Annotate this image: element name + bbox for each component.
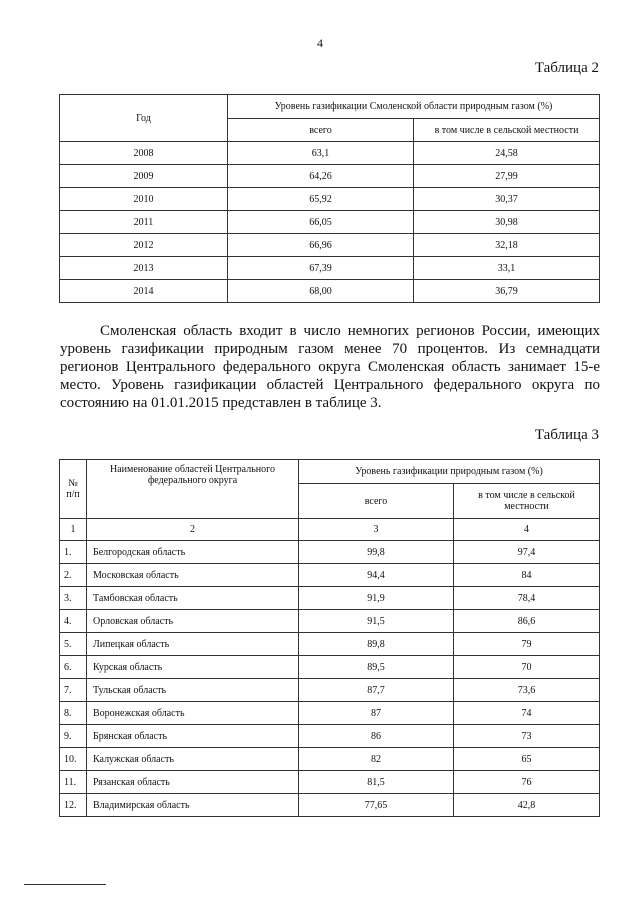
year-cell: 2013 [60,257,228,280]
table2-caption: Таблица 2 [534,60,599,76]
table-row [60,211,600,234]
body-paragraph: Смоленская область входит в число немногих регионов России, имеющих уровень газификации природным газом менее 70 процентов. Из семнадцати регионов Центрального федерального округа Смоленская область занимает 15-е место. Уровень газификации областей Центрального федерального округа по состоянию на 01.01.2015 представлен в таблице 3. [60,323,600,411]
footnote-rule [24,884,106,885]
total-cell: 65,92 [228,188,414,211]
row-number-cell: 6. [60,656,87,679]
rural-cell: 76 [454,771,600,794]
total-cell: 82 [299,748,454,771]
rural-cell: 36,79 [414,280,600,303]
table3-header-num: № п/п [60,460,87,519]
table-row [60,725,600,748]
table2-header-rural: в том числе в сельской местности [414,119,600,142]
rural-cell: 33,1 [414,257,600,280]
total-cell: 63,1 [228,142,414,165]
rural-cell: 24,58 [414,142,600,165]
table-row [60,610,600,633]
year-cell: 2014 [60,280,228,303]
table3-body [60,460,600,817]
total-cell: 77,65 [299,794,454,817]
total-cell: 64,26 [228,165,414,188]
table3-header-name: Наименование областей Центрального федерального округа [87,460,299,519]
table-row [60,587,600,610]
rural-cell: 30,98 [414,211,600,234]
region-name-cell: Тульская область [87,679,299,702]
region-name-cell: Московская область [87,564,299,587]
table2-header-total: всего [228,119,414,142]
row-number-cell: 8. [60,702,87,725]
table-row [60,564,600,587]
region-name-cell: Тамбовская область [87,587,299,610]
region-name-cell: Орловская область [87,610,299,633]
total-cell: 66,05 [228,211,414,234]
table-row [60,679,600,702]
table-row [60,188,600,211]
rural-cell: 97,4 [454,541,600,564]
table2-header-year: Год [60,95,228,142]
region-name-cell: Владимирская область [87,794,299,817]
year-cell: 2009 [60,165,228,188]
table-row [60,771,600,794]
region-name-cell: Белгородская область [87,541,299,564]
table3-caption: Таблица 3 [534,427,599,443]
rural-cell: 27,99 [414,165,600,188]
total-cell: 66,96 [228,234,414,257]
row-number-cell: 1. [60,541,87,564]
row-number-cell: 10. [60,748,87,771]
row-number-cell: 7. [60,679,87,702]
rural-cell: 73 [454,725,600,748]
total-cell: 87 [299,702,454,725]
region-name-cell: Рязанская область [87,771,299,794]
rural-cell: 79 [454,633,600,656]
total-cell: 87,7 [299,679,454,702]
rural-cell: 86,6 [454,610,600,633]
rural-cell: 78,4 [454,587,600,610]
table3-colnum-4: 4 [454,519,600,541]
table2-body [60,95,600,303]
year-cell: 2010 [60,188,228,211]
table-row [60,794,600,817]
rural-cell: 32,18 [414,234,600,257]
row-number-cell: 5. [60,633,87,656]
table3-colnum-2: 2 [87,519,299,541]
total-cell: 94,4 [299,564,454,587]
table2-header-group: Уровень газификации Смоленской области природным газом (%) [228,95,600,119]
rural-cell: 84 [454,564,600,587]
rural-cell: 65 [454,748,600,771]
rural-cell: 74 [454,702,600,725]
total-cell: 99,8 [299,541,454,564]
rural-cell: 42,8 [454,794,600,817]
table-row [60,748,600,771]
region-name-cell: Липецкая область [87,633,299,656]
total-cell: 86 [299,725,454,748]
row-number-cell: 3. [60,587,87,610]
region-name-cell: Воронежская область [87,702,299,725]
gasification-by-year-table [59,94,600,303]
total-cell: 81,5 [299,771,454,794]
table-row [60,633,600,656]
rural-cell: 70 [454,656,600,679]
regions-gasification-table [59,459,600,817]
row-number-cell: 2. [60,564,87,587]
table-row [60,656,600,679]
region-name-cell: Курская область [87,656,299,679]
table3-colnum-3: 3 [299,519,454,541]
total-cell: 89,5 [299,656,454,679]
year-cell: 2012 [60,234,228,257]
table-row [60,541,600,564]
total-cell: 89,8 [299,633,454,656]
region-name-cell: Калужская область [87,748,299,771]
table-row [60,702,600,725]
table3-header-rural: в том числе в сельской местности [454,484,600,519]
table3-header-group: Уровень газификации природным газом (%) [299,460,600,484]
total-cell: 68,00 [228,280,414,303]
year-cell: 2008 [60,142,228,165]
row-number-cell: 4. [60,610,87,633]
total-cell: 91,9 [299,587,454,610]
table3-header-total: всего [299,484,454,519]
page-number: 4 [317,36,323,50]
rural-cell: 30,37 [414,188,600,211]
table3-header-row [60,460,600,484]
total-cell: 91,5 [299,610,454,633]
rural-cell: 73,6 [454,679,600,702]
region-name-cell: Брянская область [87,725,299,748]
table3-column-numbers-row [60,519,600,541]
row-number-cell: 11. [60,771,87,794]
row-number-cell: 12. [60,794,87,817]
table-row [60,280,600,303]
year-cell: 2011 [60,211,228,234]
table-row [60,257,600,280]
row-number-cell: 9. [60,725,87,748]
total-cell: 67,39 [228,257,414,280]
table-row [60,142,600,165]
table2-header-row [60,95,600,119]
table-row [60,165,600,188]
table3-colnum-1: 1 [60,519,87,541]
table-row [60,234,600,257]
